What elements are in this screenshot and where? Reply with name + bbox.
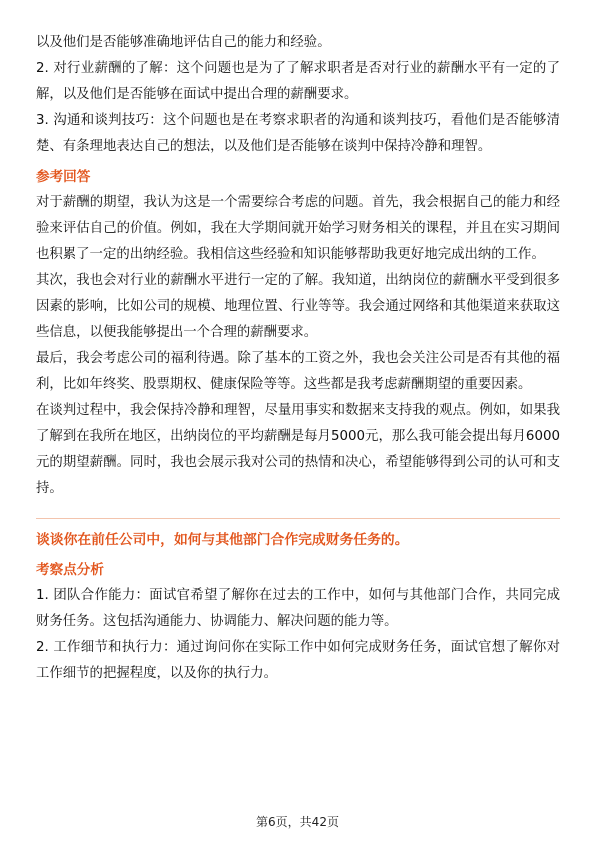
analysis-item: 2. 对行业薪酬的了解：这个问题也是为了了解求职者是否对行业的薪酬水平有一定的了解，以及他们是否能够在面试中提出合理的薪酬要求。	[36, 61, 560, 102]
previous-analysis-continuation	[36, 30, 560, 160]
page-number: 第6页，共42页	[256, 815, 339, 829]
analysis-item: 2. 工作细节和执行力：通过询问你在实际工作中如何完成财务任务，面试官想了解你对工作细节的把握程度，以及你的执行力。	[36, 640, 560, 681]
reference-answer-section	[36, 164, 560, 502]
question-title: 谈谈你在前任公司中，如何与其他部门合作完成财务任务的。	[36, 532, 409, 548]
text-line: 以及他们是否能够准确地评估自己的能力和经验。	[36, 35, 331, 50]
answer-paragraph: 对于薪酬的期望，我认为这是一个需要综合考虑的问题。首先，我会根据自己的能力和经验来评估自己的价值。例如，我在大学期间就开始学习财务相关的课程，并且在实习期间也积累了一定的出纳经验。我相信这些经验和知识能够帮助我更好地完成出纳的工作。	[36, 195, 560, 262]
question-section	[36, 527, 560, 687]
section-divider	[36, 518, 560, 519]
analysis-item: 1. 团队合作能力：面试官希望了解你在过去的工作中，如何与其他部门合作，共同完成财务任务。这包括沟通能力、协调能力、解决问题的能力等。	[36, 588, 560, 629]
analysis-heading: 考察点分析	[36, 562, 104, 578]
answer-paragraph: 在谈判过程中，我会保持冷静和理智，尽量用事实和数据来支持我的观点。例如，如果我了解到在我所在地区，出纳岗位的平均薪酬是每月5000元，那么我可能会提出每月6000元的期望薪酬。同时，我也会展示我对公司的热情和决心，希望能够得到公司的认可和支持。	[36, 403, 560, 496]
document-page	[36, 30, 560, 687]
reference-answer-heading: 参考回答	[36, 169, 91, 185]
analysis-item: 3. 沟通和谈判技巧：这个问题也是在考察求职者的沟通和谈判技巧，看他们是否能够清楚、有条理地表达自己的想法，以及他们是否能够在谈判中保持冷静和理智。	[36, 113, 560, 154]
answer-paragraph: 其次，我也会对行业的薪酬水平进行一定的了解。我知道，出纳岗位的薪酬水平受到很多因素的影响，比如公司的规模、地理位置、行业等等。我会通过网络和其他渠道来获取这些信息，以便我能够提出一个合理的薪酬要求。	[36, 273, 560, 340]
answer-paragraph: 最后，我会考虑公司的福利待遇。除了基本的工资之外，我也会关注公司是否有其他的福利，比如年终奖、股票期权、健康保险等等。这些都是我考虑薪酬期望的重要因素。	[36, 351, 560, 392]
